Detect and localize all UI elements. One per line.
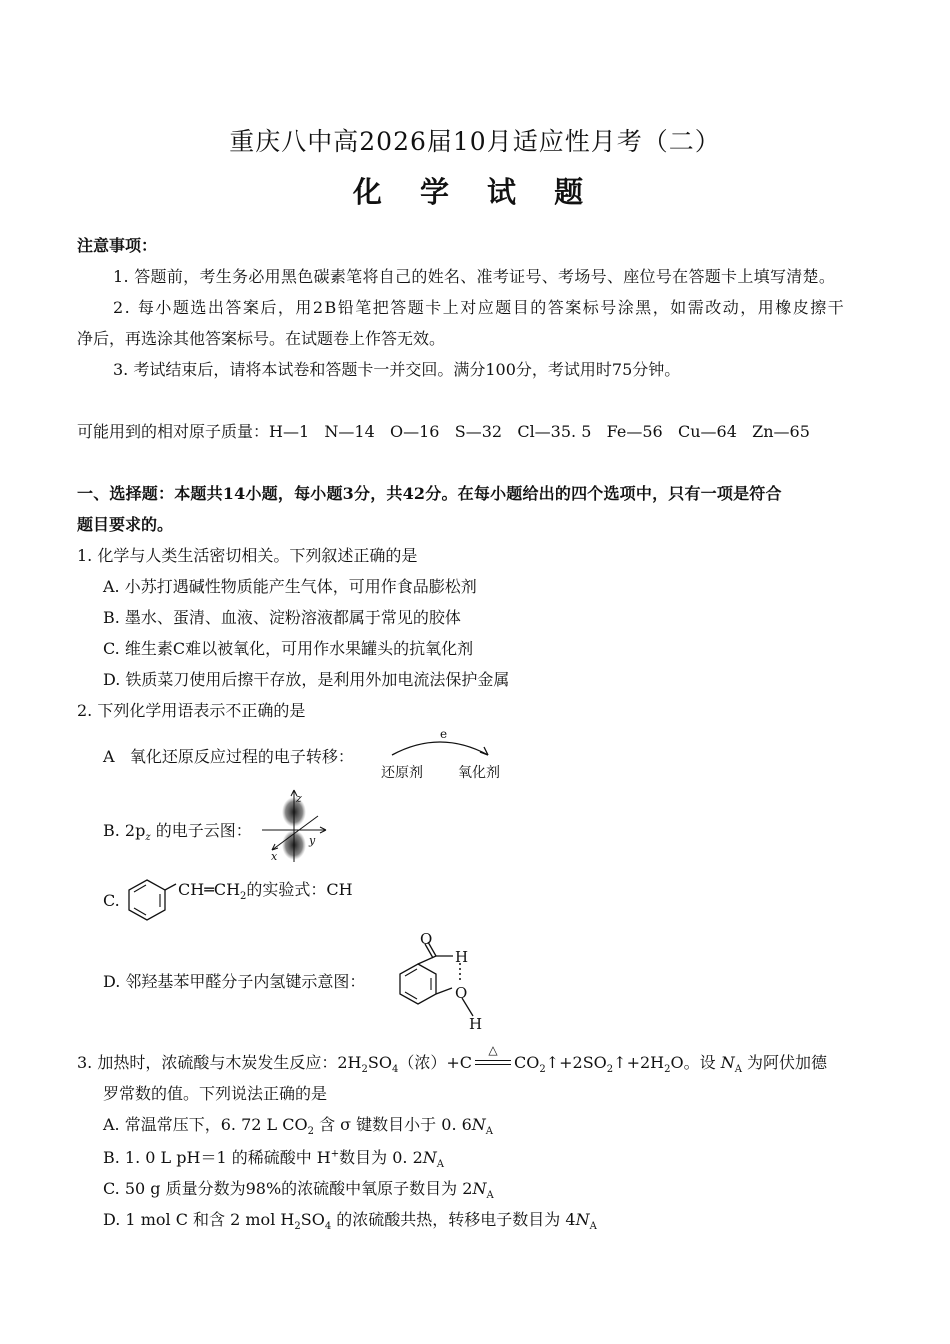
benzene-ring-c bbox=[124, 878, 170, 920]
aldehyde-hydrogen: H bbox=[455, 948, 469, 966]
q1-option-a: A. 小苏打遇碱性物质能产生气体，可用作食品膨松剂 bbox=[103, 577, 477, 596]
q3-option-d: D. 1 mol C 和含 2 mol $H_2SO_4$ 的浓硫酸共热，转移电子数目为 $4N_A$ bbox=[103, 1210, 597, 1233]
q3-option-c: C. 50 g 质量分数为98%的浓硫酸中氧原子数目为 $2N_A$ bbox=[103, 1179, 494, 1202]
q2-option-b: B. $2p_z$ 的电子云图： bbox=[103, 821, 252, 844]
electron-symbol: e bbox=[440, 727, 448, 741]
hydroxyl-hydrogen: H bbox=[469, 1015, 483, 1033]
notice-item-1: 1. 答题前，考生务必用黑色碳素笔将自己的姓名、准考证号、考场号、座位号在答题卡上填写清楚。 bbox=[113, 267, 836, 286]
q3-option-b: B. 1. 0 L pH＝1 的稀硫酸中 H+数目为 0. $2N_A$ bbox=[103, 1148, 445, 1171]
atomic-mass-line: 可能用到的相对原子质量：H—1 N—14 O—16 S—32 Cl—35. 5 Fe—56 Cu—64 Zn—65 bbox=[77, 422, 810, 441]
reductant-label: 还原剂 bbox=[381, 765, 423, 781]
q1-option-d: D. 铁质菜刀使用后擦干存放，是利用外加电流法保护金属 bbox=[103, 670, 510, 689]
q3-stem-line2: 罗常数的值。下列说法正确的是 bbox=[103, 1084, 328, 1103]
axis-x-label: x bbox=[271, 850, 278, 863]
axis-y-label: y bbox=[309, 834, 316, 847]
heat-condition: △ bbox=[488, 1043, 498, 1057]
notice-item-2-cont: 净后，再选涂其他答案标号。在试题卷上作答无效。 bbox=[77, 329, 446, 348]
q2-option-d: D. 邻羟基苯甲醛分子内氢键示意图： bbox=[103, 972, 366, 991]
notice-item-2: 2. 每小题选出答案后，用2B铅笔把答题卡上对应题目的答案标号涂黑，如需改动，用橡皮擦干 bbox=[113, 298, 846, 317]
q2-stem: 2. 下列化学用语表示不正确的是 bbox=[77, 701, 306, 720]
notice-item-3: 3. 考试结束后，请将本试卷和答题卡一并交回。满分100分，考试用时75分钟。 bbox=[113, 360, 681, 379]
q1-option-b: B. 墨水、蛋清、血液、淀粉溶液都属于常见的胶体 bbox=[103, 608, 461, 627]
section-heading: 一、选择题：本题共14小题，每小题3分，共42分。在每小题给出的四个选项中，只有一项是符合 bbox=[77, 484, 782, 503]
q3-option-a: A. 常温常压下，6. 72 L $CO_2$ 含 σ 键数目小于 0. $6N_A$ bbox=[103, 1115, 494, 1138]
q2-option-c-label: C. bbox=[103, 891, 120, 910]
exam-title: 重庆八中高2026届10月适应性月考（二） bbox=[229, 127, 721, 156]
hydroxyl-oxygen: O bbox=[455, 984, 468, 1002]
q1-option-c: C. 维生素C难以被氧化，可用作水果罐头的抗氧化剂 bbox=[103, 639, 474, 658]
exam-subject-title: 化 学 试 题 bbox=[352, 175, 598, 209]
q3-stem-line1: 3. 加热时，浓硫酸与木炭发生反应：$2H_2SO_4$（浓）+C △ $CO_2↑+2SO_2↑+2H_2O$。设 $N_A$ 为阿伏加德 bbox=[77, 1052, 827, 1074]
q2-option-c-formula: $CH═CH_2$的实验式：CH bbox=[178, 880, 353, 903]
aldehyde-oxygen: O bbox=[420, 930, 433, 948]
q2-option-a: A 氧化还原反应过程的电子转移： bbox=[103, 747, 354, 766]
q1-stem: 1. 化学与人类生活密切相关。下列叙述正确的是 bbox=[77, 546, 418, 565]
oxidant-label: 氧化剂 bbox=[458, 765, 500, 781]
section-heading-cont: 题目要求的。 bbox=[77, 515, 174, 534]
notice-heading: 注意事项： bbox=[77, 236, 158, 255]
axis-z-label: z bbox=[296, 792, 302, 805]
